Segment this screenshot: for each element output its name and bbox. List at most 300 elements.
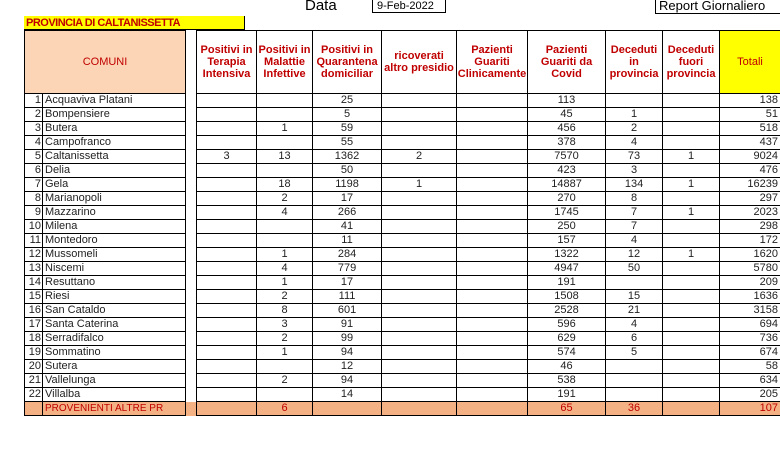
cell-guariti-covid[interactable]: 538 — [528, 374, 606, 388]
cell-malattie-infettive[interactable]: 2 — [257, 290, 313, 304]
cell-quarantena[interactable]: 25 — [313, 94, 382, 108]
comune-name[interactable]: Gela — [43, 178, 186, 192]
cell-totali[interactable]: 51 — [720, 108, 780, 122]
cell-deceduti-in[interactable]: 7 — [606, 220, 663, 234]
comune-name[interactable]: Sutera — [43, 360, 186, 374]
table-row — [25, 94, 780, 108]
row-number[interactable]: 21 — [25, 374, 43, 388]
cell-guariti-clinicamente[interactable] — [457, 234, 528, 248]
cell-terapia-intensiva[interactable] — [197, 248, 257, 262]
cell-deceduti-in[interactable] — [606, 276, 663, 290]
cell-quarantena[interactable]: 12 — [313, 360, 382, 374]
row-number[interactable]: 22 — [25, 388, 43, 402]
table-row — [25, 178, 780, 192]
cell-terapia-intensiva[interactable] — [197, 262, 257, 276]
cell-quarantena[interactable]: 41 — [313, 220, 382, 234]
spacer-cell[interactable] — [186, 108, 197, 122]
cell-ricoverati[interactable] — [382, 234, 457, 248]
cell-guariti-clinicamente[interactable] — [457, 94, 528, 108]
comune-name[interactable]: Mazzarino — [43, 206, 186, 220]
cell-totali[interactable]: 58 — [720, 360, 780, 374]
cell-deceduti-fuori[interactable] — [663, 374, 720, 388]
cell-totali[interactable]: 476 — [720, 164, 780, 178]
cell-quarantena[interactable]: 94 — [313, 346, 382, 360]
cell-ricoverati[interactable]: 1 — [382, 178, 457, 192]
cell-deceduti-in[interactable]: 8 — [606, 192, 663, 206]
spacer-cell[interactable] — [186, 136, 197, 150]
cell-deceduti-fuori[interactable] — [663, 192, 720, 206]
cell-guariti-clinicamente[interactable] — [457, 220, 528, 234]
cell-quarantena[interactable]: 17 — [313, 192, 382, 206]
header-totali: Totali — [720, 31, 780, 94]
cell-deceduti-fuori[interactable] — [663, 164, 720, 178]
header-spacer — [186, 31, 197, 94]
cell-guariti-covid[interactable]: 1745 — [528, 206, 606, 220]
row-number[interactable]: 9 — [25, 206, 43, 220]
cell-guariti-clinicamente[interactable] — [457, 178, 528, 192]
cell-quarantena[interactable]: 55 — [313, 136, 382, 150]
spacer-cell[interactable] — [186, 192, 197, 206]
cell-malattie-infettive[interactable]: 2 — [257, 192, 313, 206]
cell-guariti-clinicamente[interactable] — [457, 318, 528, 332]
cell-deceduti-fuori[interactable] — [663, 360, 720, 374]
table-row — [25, 248, 780, 262]
cell-quarantena[interactable]: 14 — [313, 388, 382, 402]
cell-deceduti-in[interactable]: 7 — [606, 206, 663, 220]
comune-name[interactable]: Campofranco — [43, 136, 186, 150]
cell-ricoverati[interactable] — [382, 304, 457, 318]
spacer-cell[interactable] — [186, 304, 197, 318]
cell-terapia-intensiva[interactable] — [197, 234, 257, 248]
cell-deceduti-fuori[interactable] — [663, 136, 720, 150]
row-number[interactable]: 14 — [25, 276, 43, 290]
spacer-cell[interactable] — [186, 234, 197, 248]
row-number[interactable]: 19 — [25, 346, 43, 360]
cell-totali[interactable]: 3158 — [720, 304, 780, 318]
spacer-cell[interactable] — [186, 248, 197, 262]
row-number[interactable]: 7 — [25, 178, 43, 192]
cell-terapia-intensiva[interactable] — [197, 164, 257, 178]
cell-terapia-intensiva[interactable] — [197, 122, 257, 136]
spacer-cell[interactable] — [186, 178, 197, 192]
cell-guariti-covid[interactable]: 378 — [528, 136, 606, 150]
cell-guariti-covid[interactable]: 1322 — [528, 248, 606, 262]
spacer-cell[interactable] — [186, 332, 197, 346]
cell-totali[interactable]: 1620 — [720, 248, 780, 262]
cell-totali[interactable]: 138 — [720, 94, 780, 108]
date-label: Data — [305, 0, 337, 14]
province-title: PROVINCIA DI CALTANISSETTA — [24, 16, 245, 30]
cell-deceduti-fuori[interactable] — [663, 262, 720, 276]
cell-quarantena[interactable]: 94 — [313, 374, 382, 388]
cell-guariti-covid[interactable]: 1508 — [528, 290, 606, 304]
cell-deceduti-fuori[interactable] — [663, 276, 720, 290]
comune-name[interactable]: Sommatino — [43, 346, 186, 360]
row-number[interactable]: 15 — [25, 290, 43, 304]
header-quarantena: Positivi in Quarantena domiciliar — [313, 31, 382, 94]
header-guariti-covid: Pazienti Guariti da Covid — [528, 31, 606, 94]
spacer-cell[interactable] — [186, 402, 197, 416]
header-guariti-clinicamente: Pazienti Guariti Clinicamente — [457, 31, 528, 94]
cell-deceduti-in[interactable]: 1 — [606, 108, 663, 122]
cell-guariti-clinicamente[interactable] — [457, 122, 528, 136]
cell-terapia-intensiva[interactable] — [197, 332, 257, 346]
comune-name[interactable]: Serradifalco — [43, 332, 186, 346]
cell-deceduti-in[interactable]: 50 — [606, 262, 663, 276]
spacer-cell[interactable] — [186, 150, 197, 164]
cell-guariti-clinicamente[interactable] — [457, 304, 528, 318]
cell-malattie-infettive[interactable] — [257, 164, 313, 178]
cell-guariti-covid[interactable]: 157 — [528, 234, 606, 248]
cell-malattie-infettive[interactable]: 8 — [257, 304, 313, 318]
cell-malattie-infettive[interactable]: 2 — [257, 332, 313, 346]
row-number[interactable]: 6 — [25, 164, 43, 178]
comune-name[interactable]: Mussomeli — [43, 248, 186, 262]
cell-guariti-covid[interactable]: 7570 — [528, 150, 606, 164]
cell-terapia-intensiva[interactable] — [197, 94, 257, 108]
spacer-cell[interactable] — [186, 346, 197, 360]
cell-totali[interactable]: 634 — [720, 374, 780, 388]
cell-deceduti-in[interactable] — [606, 360, 663, 374]
cell-deceduti-fuori[interactable] — [663, 346, 720, 360]
header-deceduti-fuori: Deceduti fuori provincia — [663, 31, 720, 94]
table-row — [25, 276, 780, 290]
cell-deceduti-fuori[interactable] — [663, 290, 720, 304]
spacer-cell[interactable] — [186, 290, 197, 304]
date-value[interactable]: 9-Feb-2022 — [372, 0, 446, 13]
cell-deceduti-in[interactable]: 36 — [606, 402, 663, 416]
cell-quarantena[interactable]: 11 — [313, 234, 382, 248]
cell-guariti-covid[interactable]: 250 — [528, 220, 606, 234]
cell-terapia-intensiva[interactable] — [197, 136, 257, 150]
cell-terapia-intensiva[interactable] — [197, 290, 257, 304]
cell-totali[interactable]: 107 — [720, 402, 780, 416]
spacer-cell[interactable] — [186, 220, 197, 234]
cell-ricoverati[interactable] — [382, 248, 457, 262]
cell-malattie-infettive[interactable]: 6 — [257, 402, 313, 416]
cell-totali[interactable]: 1636 — [720, 290, 780, 304]
cell-terapia-intensiva[interactable] — [197, 220, 257, 234]
cell-totali[interactable]: 298 — [720, 220, 780, 234]
cell-deceduti-in[interactable]: 6 — [606, 332, 663, 346]
cell-totali[interactable]: 694 — [720, 318, 780, 332]
cell-terapia-intensiva[interactable] — [197, 192, 257, 206]
comune-name[interactable]: Delia — [43, 164, 186, 178]
cell-deceduti-fuori[interactable] — [663, 234, 720, 248]
cell-ricoverati[interactable] — [382, 122, 457, 136]
cell-quarantena[interactable]: 17 — [313, 276, 382, 290]
cell-deceduti-in[interactable]: 4 — [606, 136, 663, 150]
cell-guariti-clinicamente[interactable] — [457, 108, 528, 122]
cell-totali[interactable]: 2023 — [720, 206, 780, 220]
cell-deceduti-fuori[interactable] — [663, 332, 720, 346]
comune-name[interactable]: Bompensiere — [43, 108, 186, 122]
cell-terapia-intensiva[interactable] — [197, 388, 257, 402]
cell-totali[interactable]: 736 — [720, 332, 780, 346]
cell-deceduti-in[interactable]: 21 — [606, 304, 663, 318]
report-header — [0, 0, 780, 16]
cell-guariti-clinicamente[interactable] — [457, 388, 528, 402]
header-comuni: COMUNI — [25, 31, 186, 94]
cell-quarantena[interactable]: 284 — [313, 248, 382, 262]
cell-guariti-clinicamente[interactable] — [457, 206, 528, 220]
cell-deceduti-in[interactable]: 15 — [606, 290, 663, 304]
row-number[interactable]: 13 — [25, 262, 43, 276]
cell-guariti-covid[interactable]: 191 — [528, 388, 606, 402]
cell-ricoverati[interactable] — [382, 318, 457, 332]
row-number[interactable]: 1 — [25, 94, 43, 108]
cell-totali[interactable]: 205 — [720, 388, 780, 402]
header-ricoverati: ricoverati altro presidio — [382, 31, 457, 94]
cell-ricoverati[interactable] — [382, 402, 457, 416]
row-number[interactable]: 17 — [25, 318, 43, 332]
cell-quarantena[interactable]: 50 — [313, 164, 382, 178]
comune-name[interactable]: Santa Caterina — [43, 318, 186, 332]
row-number[interactable]: 2 — [25, 108, 43, 122]
cell-guariti-clinicamente[interactable] — [457, 136, 528, 150]
cell-malattie-infettive[interactable]: 2 — [257, 374, 313, 388]
cell-terapia-intensiva[interactable] — [197, 318, 257, 332]
table-row — [25, 150, 780, 164]
table-row — [25, 374, 780, 388]
cell-terapia-intensiva[interactable] — [197, 304, 257, 318]
cell-quarantena[interactable]: 91 — [313, 318, 382, 332]
cell-deceduti-in[interactable]: 5 — [606, 346, 663, 360]
cell-deceduti-fuori[interactable]: 1 — [663, 248, 720, 262]
cell-terapia-intensiva[interactable] — [197, 360, 257, 374]
cell-deceduti-fuori[interactable] — [663, 94, 720, 108]
cell-deceduti-in[interactable] — [606, 374, 663, 388]
cell-guariti-covid[interactable]: 596 — [528, 318, 606, 332]
cell-deceduti-fuori[interactable]: 1 — [663, 178, 720, 192]
cell-deceduti-fuori[interactable] — [663, 318, 720, 332]
cell-terapia-intensiva[interactable] — [197, 346, 257, 360]
cell-guariti-clinicamente[interactable] — [457, 164, 528, 178]
cell-ricoverati[interactable] — [382, 374, 457, 388]
cell-ricoverati[interactable] — [382, 262, 457, 276]
cell-deceduti-in[interactable] — [606, 94, 663, 108]
cell-guariti-clinicamente[interactable] — [457, 332, 528, 346]
cell-quarantena[interactable]: 5 — [313, 108, 382, 122]
cell-ricoverati[interactable] — [382, 206, 457, 220]
cell-deceduti-in[interactable]: 73 — [606, 150, 663, 164]
cell-quarantena[interactable]: 99 — [313, 332, 382, 346]
cell-guariti-clinicamente[interactable] — [457, 402, 528, 416]
cell-terapia-intensiva[interactable] — [197, 402, 257, 416]
cell-guariti-clinicamente[interactable] — [457, 248, 528, 262]
comune-name[interactable]: Montedoro — [43, 234, 186, 248]
spacer-cell[interactable] — [186, 262, 197, 276]
cell-totali[interactable]: 16239 — [720, 178, 780, 192]
cell-deceduti-in[interactable]: 2 — [606, 122, 663, 136]
cell-deceduti-fuori[interactable] — [663, 304, 720, 318]
row-number[interactable]: 5 — [25, 150, 43, 164]
cell-ricoverati[interactable] — [382, 136, 457, 150]
cell-malattie-infettive[interactable]: 4 — [257, 206, 313, 220]
cell-totali[interactable]: 297 — [720, 192, 780, 206]
cell-malattie-infettive[interactable] — [257, 360, 313, 374]
cell-malattie-infettive[interactable]: 3 — [257, 318, 313, 332]
cell-guariti-covid[interactable]: 4947 — [528, 262, 606, 276]
table-row — [25, 164, 780, 178]
cell-totali[interactable]: 209 — [720, 276, 780, 290]
cell-quarantena[interactable] — [313, 402, 382, 416]
row-number[interactable]: 10 — [25, 220, 43, 234]
comune-name[interactable]: PROVENIENTI ALTRE PR — [43, 402, 186, 416]
cell-guariti-covid[interactable]: 574 — [528, 346, 606, 360]
cell-totali[interactable]: 5780 — [720, 262, 780, 276]
spacer-cell[interactable] — [186, 164, 197, 178]
cell-malattie-infettive[interactable] — [257, 108, 313, 122]
cell-guariti-covid[interactable]: 45 — [528, 108, 606, 122]
cell-deceduti-in[interactable] — [606, 388, 663, 402]
cell-deceduti-fuori[interactable] — [663, 388, 720, 402]
cell-guariti-clinicamente[interactable] — [457, 150, 528, 164]
row-number[interactable]: 16 — [25, 304, 43, 318]
spacer-cell[interactable] — [186, 388, 197, 402]
row-number[interactable]: 4 — [25, 136, 43, 150]
comune-name[interactable]: Villalba — [43, 388, 186, 402]
cell-guariti-clinicamente[interactable] — [457, 374, 528, 388]
cell-totali[interactable]: 674 — [720, 346, 780, 360]
cell-terapia-intensiva[interactable] — [197, 206, 257, 220]
cell-guariti-clinicamente[interactable] — [457, 262, 528, 276]
cell-terapia-intensiva[interactable] — [197, 178, 257, 192]
comune-name[interactable]: San Cataldo — [43, 304, 186, 318]
cell-quarantena[interactable]: 111 — [313, 290, 382, 304]
cell-guariti-covid[interactable]: 191 — [528, 276, 606, 290]
cell-totali[interactable]: 9024 — [720, 150, 780, 164]
cell-terapia-intensiva[interactable] — [197, 276, 257, 290]
cell-malattie-infettive[interactable] — [257, 388, 313, 402]
cell-guariti-clinicamente[interactable] — [457, 290, 528, 304]
table-row — [25, 136, 780, 150]
cell-malattie-infettive[interactable] — [257, 220, 313, 234]
cell-ricoverati[interactable] — [382, 346, 457, 360]
cell-malattie-infettive[interactable]: 1 — [257, 276, 313, 290]
spacer-cell[interactable] — [186, 318, 197, 332]
cell-guariti-covid[interactable]: 629 — [528, 332, 606, 346]
comune-name[interactable]: Niscemi — [43, 262, 186, 276]
comune-name[interactable]: Butera — [43, 122, 186, 136]
cell-ricoverati[interactable] — [382, 332, 457, 346]
spacer-cell[interactable] — [186, 94, 197, 108]
row-number[interactable]: 11 — [25, 234, 43, 248]
comune-name[interactable]: Resuttano — [43, 276, 186, 290]
comune-name[interactable]: Milena — [43, 220, 186, 234]
spacer-cell[interactable] — [186, 276, 197, 290]
cell-guariti-clinicamente[interactable] — [457, 192, 528, 206]
cell-quarantena[interactable]: 779 — [313, 262, 382, 276]
cell-guariti-covid[interactable]: 423 — [528, 164, 606, 178]
proveniente-row — [25, 402, 780, 416]
row-number[interactable]: 3 — [25, 122, 43, 136]
cell-quarantena[interactable]: 1362 — [313, 150, 382, 164]
spacer-cell[interactable] — [186, 360, 197, 374]
spacer-cell[interactable] — [186, 206, 197, 220]
cell-guariti-covid[interactable]: 65 — [528, 402, 606, 416]
cell-deceduti-fuori[interactable] — [663, 220, 720, 234]
spacer-cell[interactable] — [186, 374, 197, 388]
cell-terapia-intensiva[interactable] — [197, 374, 257, 388]
cell-guariti-clinicamente[interactable] — [457, 346, 528, 360]
cell-ricoverati[interactable] — [382, 164, 457, 178]
cell-malattie-infettive[interactable]: 1 — [257, 346, 313, 360]
cell-guariti-covid[interactable]: 2528 — [528, 304, 606, 318]
cell-quarantena[interactable]: 59 — [313, 122, 382, 136]
table-row — [25, 304, 780, 318]
cell-ricoverati[interactable] — [382, 192, 457, 206]
cell-deceduti-in[interactable]: 3 — [606, 164, 663, 178]
cell-malattie-infettive[interactable]: 1 — [257, 248, 313, 262]
cell-totali[interactable]: 518 — [720, 122, 780, 136]
cell-malattie-infettive[interactable]: 4 — [257, 262, 313, 276]
cell-guariti-covid[interactable]: 113 — [528, 94, 606, 108]
cell-deceduti-fuori[interactable]: 1 — [663, 150, 720, 164]
spacer-cell[interactable] — [186, 122, 197, 136]
cell-deceduti-in[interactable]: 4 — [606, 234, 663, 248]
row-number[interactable]: 8 — [25, 192, 43, 206]
cell-terapia-intensiva[interactable]: 3 — [197, 150, 257, 164]
comune-name[interactable]: Marianopoli — [43, 192, 186, 206]
cell-malattie-infettive[interactable]: 18 — [257, 178, 313, 192]
cell-ricoverati[interactable] — [382, 360, 457, 374]
cell-deceduti-fuori[interactable] — [663, 108, 720, 122]
cell-ricoverati[interactable]: 2 — [382, 150, 457, 164]
cell-totali[interactable]: 437 — [720, 136, 780, 150]
cell-malattie-infettive[interactable] — [257, 234, 313, 248]
cell-deceduti-fuori[interactable] — [663, 402, 720, 416]
cell-deceduti-in[interactable]: 12 — [606, 248, 663, 262]
cell-malattie-infettive[interactable]: 1 — [257, 122, 313, 136]
cell-ricoverati[interactable] — [382, 108, 457, 122]
comune-name[interactable]: Vallelunga — [43, 374, 186, 388]
cell-deceduti-fuori[interactable] — [663, 122, 720, 136]
cell-terapia-intensiva[interactable] — [197, 108, 257, 122]
cell-quarantena[interactable]: 1198 — [313, 178, 382, 192]
cell-guariti-covid[interactable]: 14887 — [528, 178, 606, 192]
cell-malattie-infettive[interactable]: 13 — [257, 150, 313, 164]
cell-malattie-infettive[interactable] — [257, 94, 313, 108]
cell-malattie-infettive[interactable] — [257, 136, 313, 150]
cell-ricoverati[interactable] — [382, 276, 457, 290]
cell-ricoverati[interactable] — [382, 94, 457, 108]
row-number[interactable]: 18 — [25, 332, 43, 346]
comune-name[interactable]: Acquaviva Platani — [43, 94, 186, 108]
table-row — [25, 388, 780, 402]
cell-guariti-covid[interactable]: 270 — [528, 192, 606, 206]
cell-quarantena[interactable]: 266 — [313, 206, 382, 220]
cell-totali[interactable]: 172 — [720, 234, 780, 248]
cell-deceduti-in[interactable]: 4 — [606, 318, 663, 332]
comune-name[interactable]: Caltanissetta — [43, 150, 186, 164]
cell-guariti-clinicamente[interactable] — [457, 360, 528, 374]
row-number[interactable]: 12 — [25, 248, 43, 262]
header-malattie-infettive: Positivi in Malattie Infettive — [257, 31, 313, 94]
cell-ricoverati[interactable] — [382, 220, 457, 234]
cell-ricoverati[interactable] — [382, 290, 457, 304]
cell-guariti-covid[interactable]: 456 — [528, 122, 606, 136]
cell-guariti-covid[interactable]: 46 — [528, 360, 606, 374]
cell-quarantena[interactable]: 601 — [313, 304, 382, 318]
row-number[interactable]: 20 — [25, 360, 43, 374]
cell-guariti-clinicamente[interactable] — [457, 276, 528, 290]
cell-deceduti-in[interactable]: 134 — [606, 178, 663, 192]
cell-deceduti-fuori[interactable]: 1 — [663, 206, 720, 220]
cell-ricoverati[interactable] — [382, 388, 457, 402]
comune-name[interactable]: Riesi — [43, 290, 186, 304]
row-number[interactable] — [25, 402, 43, 416]
